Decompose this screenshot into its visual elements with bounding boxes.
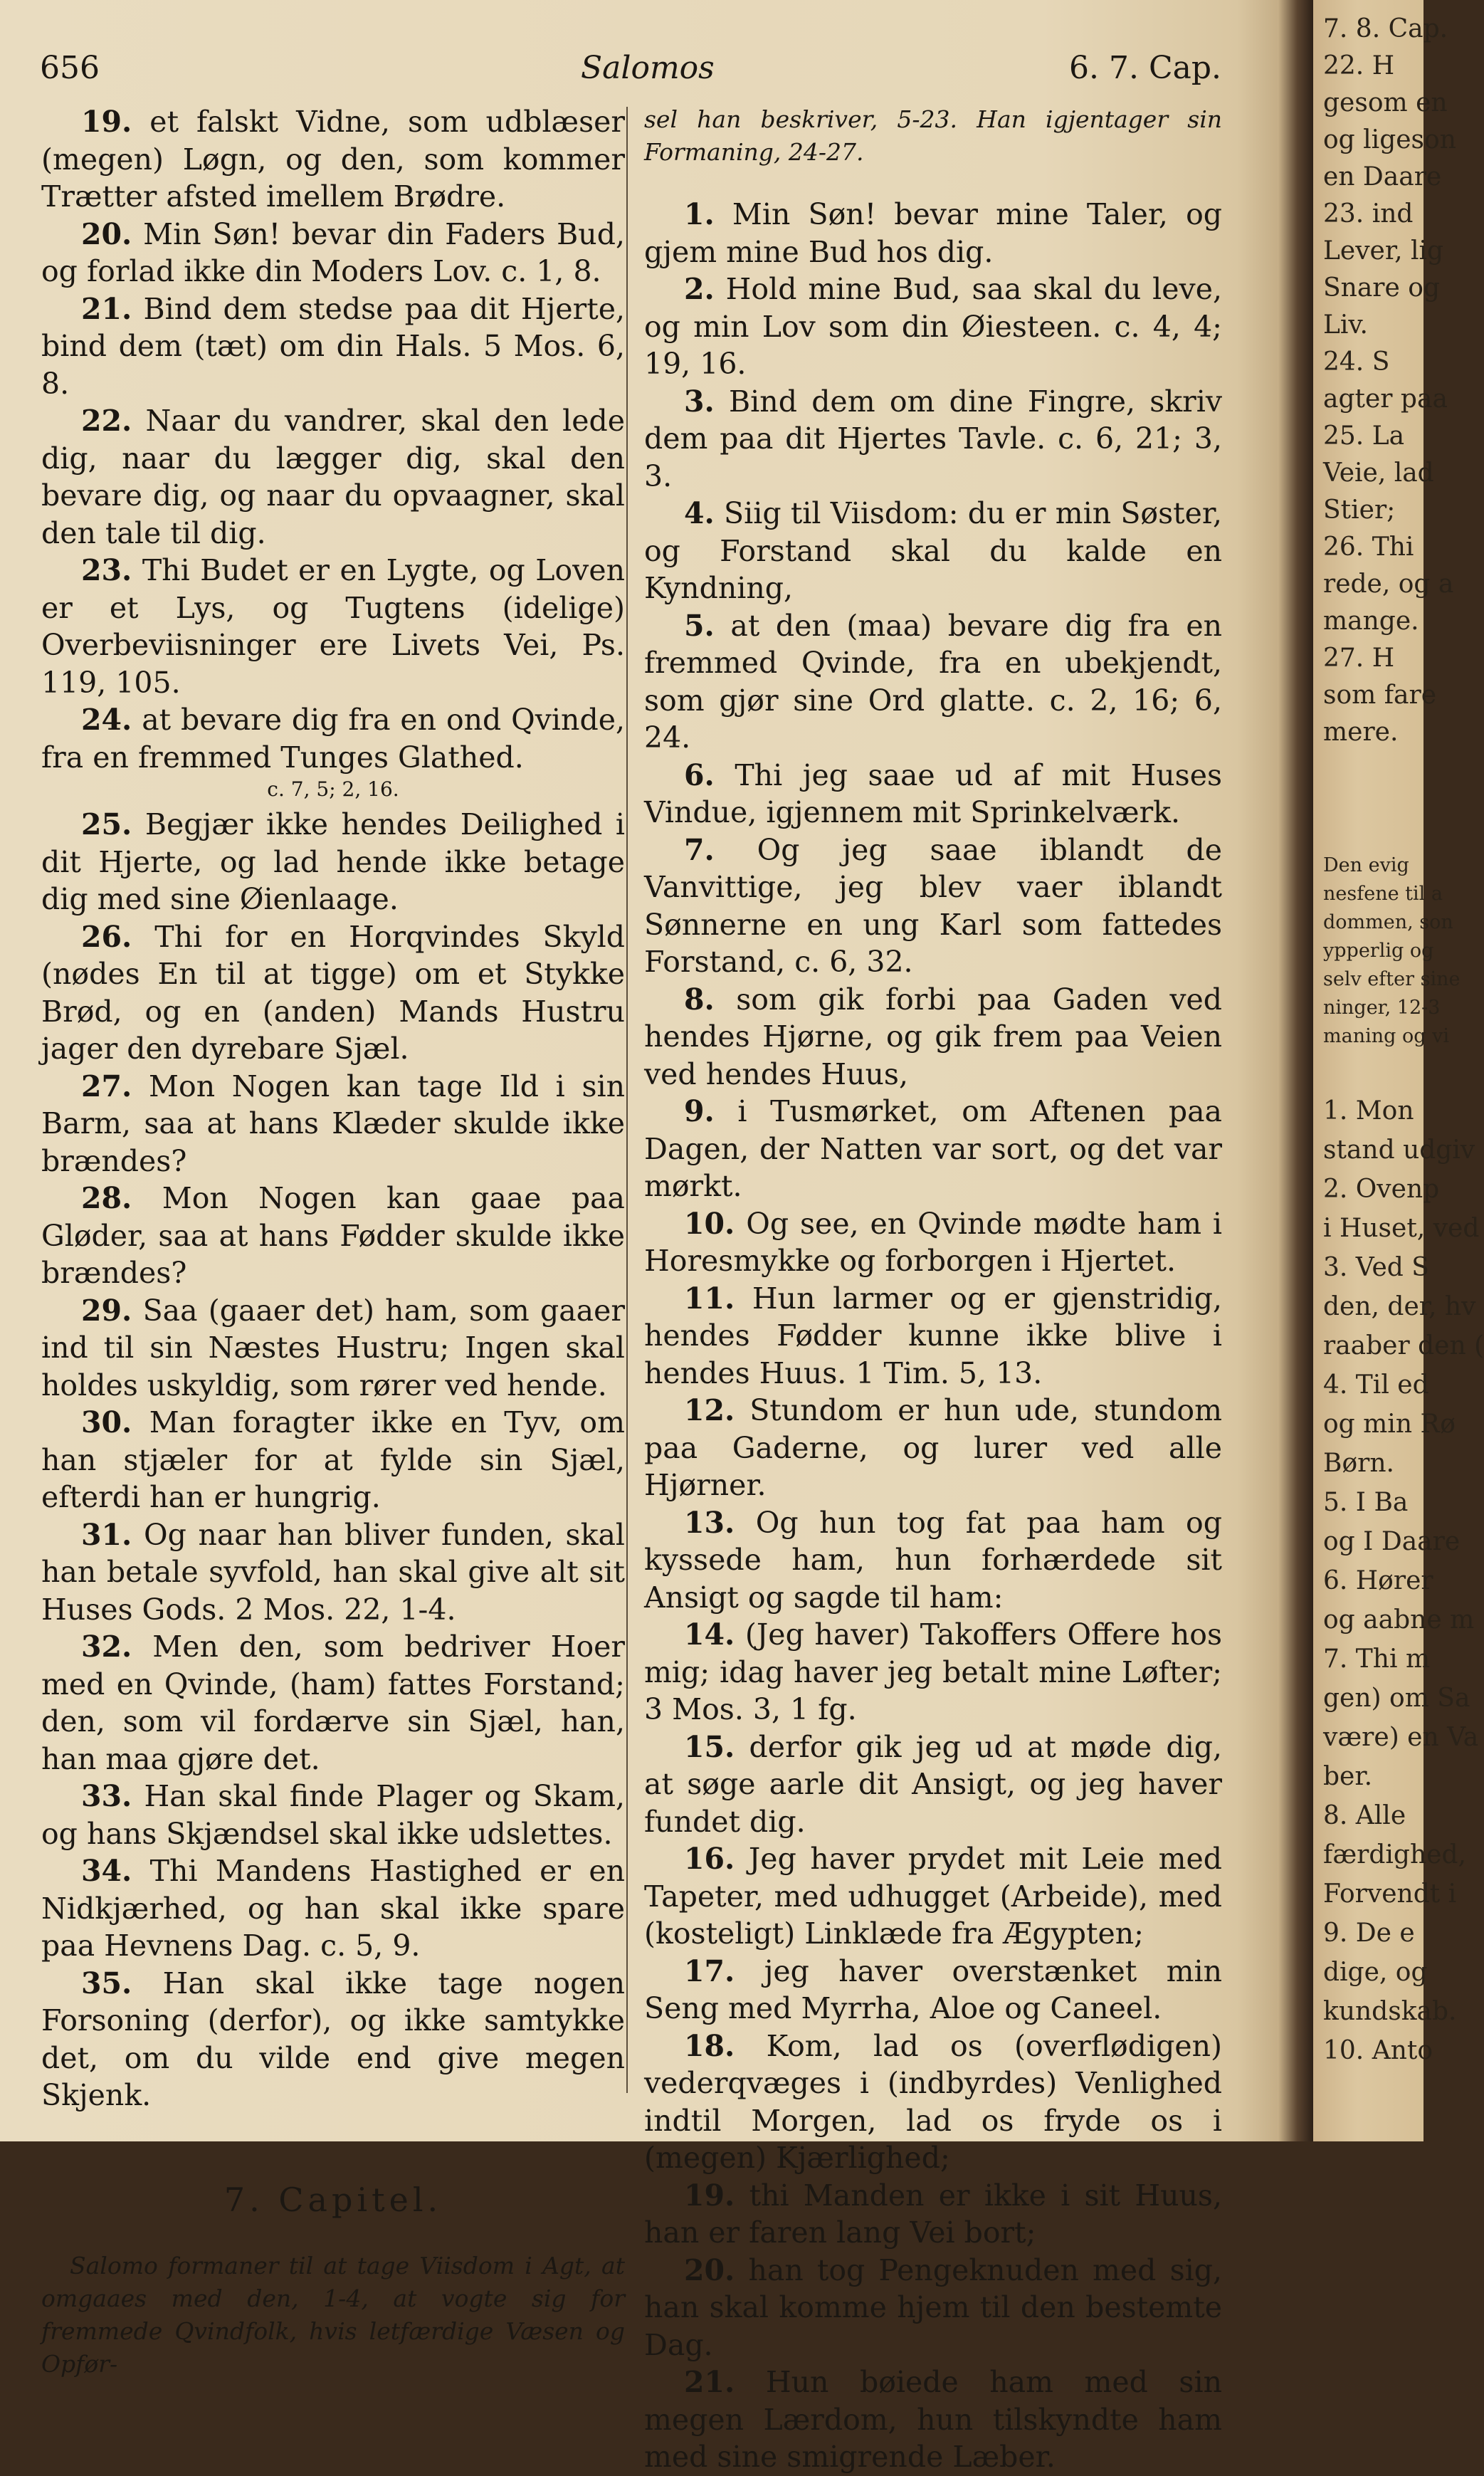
verse-number: 19. [81,105,132,139]
verse [644,2177,1222,2252]
verse [41,1292,625,1405]
verse [41,552,625,701]
verse-number: 14. [684,1617,735,1652]
verse-text: i Tusmørket, om Aftenen paa Dagen, der Natten var sort, og det var mørkt. [644,1094,1222,1203]
next-page-line: gen) om Sa [1323,1684,1470,1713]
running-title: Salomos [581,50,715,86]
verse-text: Min Søn! bevar mine Taler, og gjem mine Bud hos dig. [644,197,1222,269]
verse-number: 1. [684,197,715,231]
verse-number: 11. [684,1281,735,1316]
verse-number: 2. [684,272,715,306]
next-page-line: 25. La [1323,421,1405,451]
verse [644,383,1222,495]
verse-reference: Ps. 119, 105. [41,628,625,700]
verse-text: derfor gik jeg ud at møde dig, at søge aarle dit Ansigt, og jeg haver fundet dig. [644,1729,1222,1839]
next-page-line: 22. H [1323,51,1395,80]
verse-reference: c. 2, 16; 6, 24. [644,683,1222,755]
verse [644,1280,1222,1392]
verse-number: 8. [684,982,715,1017]
next-page-summary-line: maning og vi [1323,1025,1449,1047]
next-page-line: 8. Alle [1323,1801,1406,1830]
verse-text: Mon Nogen kan tage Ild i sin Barm, saa at hans Klæder skulde ikke brændes? [41,1069,625,1178]
verse-text: thi Manden er ikke i sit Huus, han er faren lang Vei bort; [644,2178,1222,2250]
verse-reference: c. 4, 4; 19, 16. [644,309,1222,381]
verse-text: Jeg haver prydet mit Leie med Tapeter, med udhugget (Arbeide), med (kosteligt) Linklæde fra Ægypten; [644,1842,1222,1951]
next-page-line: Veie, lad [1323,458,1434,488]
next-page-line: raaber den ( [1323,1331,1484,1360]
column-divider [626,107,628,2093]
next-page-line: 9. De e [1323,1919,1415,1948]
next-page-line: Stier; [1323,495,1396,525]
verse-number: 27. [81,1069,132,1103]
chapter-summary-continued: sel han beskriver, 5-23. Han igjentager sin Formaning, 24-27. [644,105,1222,166]
verse-number: 18. [684,2028,735,2063]
verse-number: 6. [684,757,715,792]
next-page-line: mange. [1323,607,1419,636]
next-page-line: og min Rø [1323,1410,1456,1439]
next-page-line: 1. Mon [1323,1096,1414,1126]
verse [644,495,1222,607]
next-page-line: Børn. [1323,1449,1394,1478]
verse-number: 13. [684,1505,735,1540]
verse [41,918,625,1068]
next-page-line: en Daare [1323,162,1442,192]
verse-number: 16. [684,1842,735,1876]
verse-text: Og see, en Qvinde mødte ham i Horesmykke og forborgen i Hjertet. [644,1206,1222,1278]
verse-text: Stundom er hun ude, stundom paa Gaderne, og lurer ved alle Hjørner. [644,1393,1222,1502]
next-page-summary-line: selv efter sine [1323,968,1461,990]
verse [41,1404,625,1516]
verse [41,402,625,552]
next-page-summary-line: ypperlig og [1323,940,1434,962]
verse-reference: c. 6, 32. [794,945,913,979]
next-page-line: dige, og [1323,1958,1428,1987]
verse-text: jeg haver overstænket min Seng med Myrrha, Aloe og Caneel. [644,1953,1222,2025]
verse-text: (Jeg haver) Takoffers Offere hos mig; idag haver jeg betalt mine Løfter; [644,1617,1222,1689]
next-page-line: færdighed, [1323,1840,1466,1869]
next-page-summary-line: ninger, 12-3 [1323,997,1441,1019]
verse-text: Mon Nogen kan gaae paa Gløder, saa at hans Fødder skulde ikke brændes? [41,1181,625,1290]
verse-text: han tog Pengeknuden med sig, han skal komme hjem til den bestemte Dag. [644,2252,1222,2362]
page-number: 656 [40,50,100,86]
next-page-edge [1313,0,1484,2141]
next-page-line: kundskab. [1323,1997,1457,2026]
verse [644,2252,1222,2364]
right-column [644,103,1222,2476]
next-page-line: være) en Va [1323,1723,1479,1752]
cross-reference: c. 7, 5; 2, 16. [267,777,399,801]
verse-text: Thi Budet er en Lygte, og Loven er et Lys, og Tugtens (idelige) Overbeviisninger ere Livets Vei, [41,553,625,662]
next-page-line: og aabne m [1323,1605,1475,1635]
verse [644,981,1222,1093]
verse [644,1729,1222,1841]
verse-number: 30. [81,1405,132,1439]
verse-text: som gik forbi paa Gaden ved hendes Hjørne, og gik frem paa Veien ved hendes Huus, [644,982,1222,1091]
verse [41,103,625,216]
verse [644,1093,1222,1205]
left-column [41,103,625,2381]
verse [41,1778,625,1852]
next-page-line: 2. Ovenp [1323,1175,1440,1204]
verse-reference: c. 6, 21; 3, 3. [644,421,1222,493]
verse-text: Man foragter ikke en Tyv, om han stjæler for at fylde sin Sjæl, efterdi han er hungrig. [41,1405,625,1514]
book-gutter [1278,0,1313,2141]
verse-text: Thi for en Horqvindes Skyld (nødes En til at tigge) om et Stykke Brød, og en (anden) Mands Hustru jager den dyrebare Sjæl. [41,919,625,1066]
verse-reference: c. 1, 8. [501,254,601,288]
verse [41,806,625,918]
verse-text: Han skal finde Plager og Skam, og hans Skjændsel skal ikke udslettes. [41,1779,625,1851]
next-page-line: som fare [1323,681,1437,710]
verse-number: 12. [684,1393,735,1427]
verse-number: 17. [684,1953,735,1988]
verse-text: Og hun tog fat paa ham og kyssede ham, hun forhærdede sit Ansigt og sagde til ham: [644,1505,1222,1615]
verse-number: 35. [81,1966,132,2000]
verse [644,2028,1222,2177]
verse-text: Siig til Viisdom: du er min Søster, og Forstand skal du kalde en Kyndning, [644,496,1222,605]
next-page-line: Liv. [1323,310,1368,340]
verse-number: 10. [684,1206,735,1241]
verse-number: 23. [81,553,132,587]
verse [41,1628,625,1778]
verse-text: Bind dem om dine Fingre, skriv dem paa dit Hjertes Tavle. [644,384,1222,456]
verse [644,832,1222,981]
verse [644,196,1222,271]
verse-number: 25. [81,807,132,841]
verse [41,1965,625,2114]
next-page-line: Snare og [1323,273,1440,303]
next-page-line: og ligeson [1323,125,1456,154]
verse [644,1205,1222,1280]
next-page-summary-line: Den evig [1323,854,1409,876]
verse-number: 24. [81,703,132,737]
next-page-line: 26. Thi [1323,533,1414,562]
verse-text: at den (maa) bevare dig fra en fremmed Qvinde, fra en ubekjendt, som gjør sine Ord glatte. [644,608,1222,718]
next-page-summary-line: nesfene til a [1323,883,1443,905]
verse-text: Hun bøiede ham med sin megen Lærdom, hun tilskyndte ham med sine smigrende Læber. [644,2365,1222,2474]
next-page-line: ber. [1323,1762,1373,1791]
verse [644,757,1222,832]
verse [41,290,625,403]
verse-reference: 1 Tim. 5, 13. [856,1355,1043,1390]
next-page-summary-line: dommen, son [1323,911,1453,933]
next-page-line: den, der, hv [1323,1292,1476,1321]
verse-number: 21. [81,291,132,326]
verse-text: Han skal ikke tage nogen Forsoning (derfor), og ikke samtykke det, om du vilde end give megen Skjenk. [41,1966,625,2112]
verse [41,701,625,776]
verse-number: 33. [81,1779,132,1813]
verse-number: 7. [684,832,715,867]
next-page-line: 10. Anto [1323,2036,1433,2065]
verse-text: Hun larmer og er gjenstridig, hendes Fødder kunne ikke blive i hendes Huus. [644,1281,1222,1390]
verse [644,1953,1222,2028]
verse [644,1616,1222,1729]
chapter-reference: 6. 7. Cap. [1069,50,1221,86]
verse [644,1392,1222,1504]
next-page-line: gesom en [1323,88,1448,117]
next-page-line: 4. Til ed [1323,1370,1429,1400]
next-page-line: 6. Hører [1323,1566,1433,1595]
verse [41,1516,625,1629]
next-page-line: 24. S [1323,347,1390,377]
verse-text: Min Søn! bevar din Faders Bud, og forlad ikke din Moders Lov. [41,216,625,288]
verse-text: Naar du vandrer, skal den lede dig, naar du lægger dig, skal den bevare dig, og naar du opvaagner, skal den tale til dig. [41,404,625,550]
next-page-line: stand udgiv [1323,1135,1475,1165]
verse-text: et falskt Vidne, som udblæser (megen) Løgn, og den, som kommer Trætter afsted imellem Brødre. [41,105,625,214]
verse-number: 5. [684,608,715,643]
verse-text: Bind dem stedse paa dit Hjerte, bind dem (tæt) om din Hals. [41,291,625,363]
verse-number: 22. [81,404,132,438]
next-page-line: i Huset, ved [1323,1214,1480,1243]
verse-text: Og naar han bliver funden, skal han betale syvfold, han skal give alt sit Huses Gods. [41,1517,625,1627]
verse-number: 20. [684,2252,735,2287]
verse-text: Hold mine Bud, saa skal du leve, og min Lov som din Øiesteen. [644,272,1222,344]
verse-reference: 3 Mos. 3, 1 fg. [644,1692,857,1726]
chapter-summary: Salomo formaner til at tage Viisdom i Agt, at omgaaes med den, 1-4, at vogte sig for fremmede Qvindfolk, hvis letfærdige Væsen og Opfør- [41,2251,625,2378]
next-page-line: 7. 8. Cap. [1323,14,1448,43]
verse [644,607,1222,757]
next-page-line: 5. I Ba [1323,1488,1409,1517]
verse-text: Begjær ikke hendes Deilighed i dit Hjerte, og lad hende ikke betage dig med sine Øienlaage. [41,807,625,916]
verse-text: Og jeg saae iblandt de Vanvittige, jeg blev vaer iblandt Sønnerne en ung Karl som fattedes Forstand, [644,832,1222,979]
chapter-title: 7. Capitel. [223,2180,443,2219]
verse-number: 19. [684,2178,735,2213]
next-page-line: 3. Ved S [1323,1253,1429,1282]
verse-text: Thi Mandens Hastighed er en Nidkjærhed, og han skal ikke spare paa Hevnens Dag. [41,1854,625,1963]
verse [644,2364,1222,2476]
next-page-line: 7. Thi m [1323,1644,1431,1674]
verse-number: 3. [684,384,715,419]
next-page-line: Forvendt i [1323,1879,1457,1909]
page-header [40,50,1221,100]
verse-number: 20. [81,216,132,251]
verse-reference: 2 Mos. 22, 1-4. [235,1592,456,1627]
verse-number: 15. [684,1729,735,1764]
verse [644,1504,1222,1617]
verse-number: 26. [81,919,132,954]
verse-reference: 5 Mos. 6, 8. [41,329,625,401]
verse [644,271,1222,383]
next-page-line: og I Daare [1323,1527,1461,1556]
verse-number: 9. [684,1094,715,1128]
verse-number: 21. [684,2365,735,2399]
verse-reference: c. 5, 9. [320,1929,421,1963]
next-page-line: 27. H [1323,644,1395,673]
next-page-line: agter paa [1323,384,1448,414]
verse [41,1068,625,1180]
verse-text: Saa (gaaer det) ham, som gaaer ind til sin Næstes Hustru; Ingen skal holdes uskyldig, som rører ved hende. [41,1293,625,1402]
next-page-line: mere. [1323,718,1399,747]
verse-number: 29. [81,1293,132,1328]
next-page-line: 23. ind [1323,199,1414,229]
verse-text: Thi jeg saae ud af mit Huses Vindue, igjennem mit Sprinkelværk. [644,757,1222,829]
verse [644,1840,1222,1953]
verse-text: Men den, som bedriver Hoer med en Qvinde, (ham) fattes Forstand; den, som vil fordærve sin Sjæl, han, han maa gjøre det. [41,1630,625,1776]
verse-number: 31. [81,1517,132,1552]
verse [41,1852,625,1965]
verse-text: at bevare dig fra en ond Qvinde, fra en fremmed Tunges Glathed. [41,703,625,775]
verse-number: 4. [684,496,715,530]
verse-number: 28. [81,1181,132,1215]
verse [41,216,625,290]
verse-text: Kom, lad os (overflødigen) vederqvæges i (indbyrdes) Venlighed indtil Morgen, lad os fryde os i (megen) Kjærlighed; [644,2028,1222,2175]
next-page-line: Lever, lig [1323,236,1444,266]
verse-number: 34. [81,1854,132,1888]
next-page-line: rede, og a [1323,570,1454,599]
verse-number: 32. [81,1630,132,1664]
verse [41,1180,625,1292]
